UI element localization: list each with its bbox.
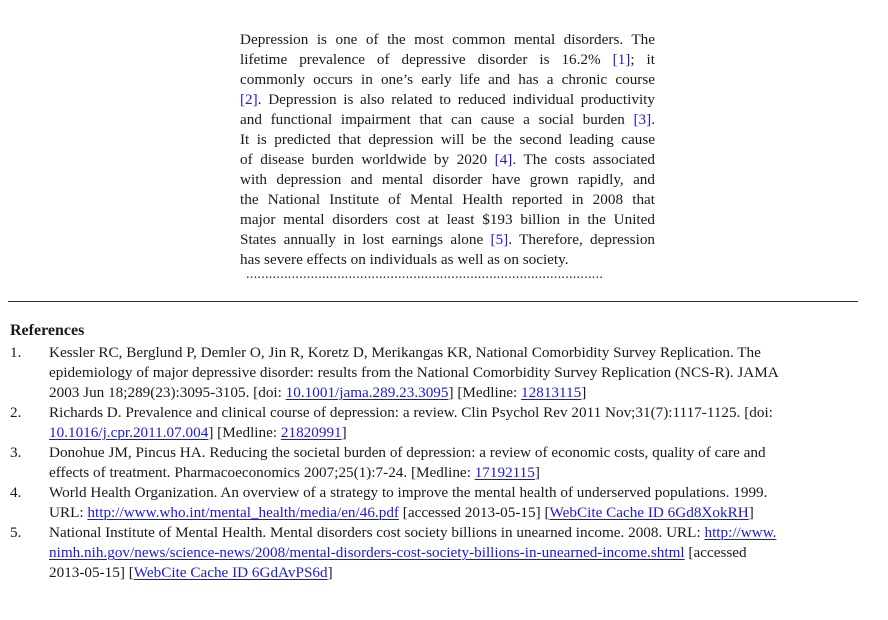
paragraph-text: of disease burden worldwide by 2020: [240, 151, 488, 168]
paragraph-line: [240, 210, 655, 230]
paragraph-text: . Depression is also related to reduced individual productivity: [257, 91, 655, 108]
reference-line: [49, 423, 870, 443]
reference-item-5: [10, 523, 870, 583]
paragraph-text: major mental disorders cost at least $193 billion in the United: [240, 211, 655, 228]
citation-link-5[interactable]: [5]: [490, 231, 509, 248]
doi-link[interactable]: 10.1016/j.cpr.2011.07.004: [49, 424, 209, 441]
reference-text: ]: [534, 464, 540, 481]
reference-text: National Institute of Mental Health. Mental disorders cost society billions in unearned income. 2008. URL:: [49, 524, 705, 541]
paragraph-line: [240, 110, 655, 130]
reference-line: [49, 563, 870, 583]
reference-text: URL:: [49, 504, 88, 521]
paragraph-text: Depression is one of the most common mental disorders. The: [240, 31, 655, 48]
reference-line: [49, 503, 870, 523]
paragraph-text: with depression and mental disorder have grown rapidly, and: [240, 171, 655, 188]
reference-number: 5.: [10, 524, 22, 541]
reference-text: Donohue JM, Pincus HA. Reducing the societal burden of depression: a review of economic costs, quality of care and: [49, 444, 766, 461]
reference-text: [accessed: [684, 544, 747, 561]
reference-text: 2013-05-15] [: [49, 564, 134, 581]
references-heading: References: [10, 322, 85, 339]
reference-item-4: [10, 483, 870, 523]
paragraph-text: has severe effects on individuals as well as on society.: [240, 251, 569, 268]
reference-item-1: [10, 343, 870, 403]
paragraph-line: [240, 190, 655, 210]
body-paragraph: [240, 30, 655, 270]
url-link[interactable]: http://www.: [704, 524, 777, 541]
medline-link[interactable]: 12813115: [521, 384, 582, 401]
paragraph-text: . The costs associated: [512, 151, 656, 168]
reference-line: [49, 523, 870, 543]
citation-link-4[interactable]: [4]: [494, 151, 513, 168]
reference-text: World Health Organization. An overview of a strategy to improve the mental health of underserved populations. 1999.: [49, 484, 768, 501]
url-link-continued[interactable]: nimh.nih.gov/news/science-news/2008/mental-disorders-cost-society-billions-in-unearned-income.shtml: [49, 544, 685, 561]
paragraph-text: ; it: [630, 51, 656, 68]
reference-number: 1.: [10, 344, 22, 361]
paragraph-text: . Therefore, depression: [508, 231, 656, 248]
reference-text: [accessed 2013-05-15] [: [398, 504, 550, 521]
reference-text: ] [Medline:: [448, 384, 522, 401]
paragraph-line: [240, 230, 655, 250]
paragraph-line: [240, 30, 655, 50]
doi-link[interactable]: 10.1001/jama.289.23.3095: [285, 384, 449, 401]
paragraph-text: commonly occurs in one’s early life and has a chronic course: [240, 71, 655, 88]
reference-text: ]: [748, 504, 754, 521]
reference-item-2: [10, 403, 870, 443]
paragraph-text: .: [651, 111, 655, 128]
reference-text: Kessler RC, Berglund P, Demler O, Jin R, Koretz D, Merikangas KR, National Comorbidity Survey Replication. The: [49, 344, 761, 361]
reference-text: 2003 Jun 18;289(23):3095-3105. [doi:: [49, 384, 286, 401]
citation-link-3[interactable]: [3]: [633, 111, 652, 128]
reference-list: [10, 343, 870, 583]
paragraph-line: [240, 170, 655, 190]
url-link[interactable]: http://www.who.int/mental_health/media/en/46.pdf: [87, 504, 399, 521]
paragraph-line: [240, 50, 655, 70]
paragraph-text: the National Institute of Mental Health reported in 2008 that: [240, 191, 655, 208]
reference-number: 3.: [10, 444, 22, 461]
paragraph-text: and functional impairment that can cause a social burden: [240, 111, 625, 128]
paragraph-text: lifetime prevalence of depressive disorder is 16.2%: [240, 51, 601, 68]
reference-number: 2.: [10, 404, 22, 421]
reference-number: 4.: [10, 484, 22, 501]
reference-line: [49, 383, 870, 403]
paragraph-line: [240, 130, 655, 150]
omission-ellipsis: ..............................................................................................: [246, 267, 604, 282]
medline-link[interactable]: 17192115: [474, 464, 535, 481]
reference-text: effects of treatment. Pharmacoeconomics 2007;25(1):7-24. [Medline:: [49, 464, 475, 481]
paragraph-line: [240, 70, 655, 90]
reference-text: ]: [341, 424, 347, 441]
reference-text: ]: [581, 384, 587, 401]
medline-link[interactable]: 21820991: [280, 424, 342, 441]
reference-line: [49, 463, 870, 483]
reference-line: [49, 543, 870, 563]
paragraph-text: It is predicted that depression will be the second leading cause: [240, 131, 655, 148]
paragraph-line: [240, 90, 655, 110]
citation-link-1[interactable]: [1]: [612, 51, 631, 68]
paragraph-text: States annually in lost earnings alone: [240, 231, 484, 248]
paragraph-line: [240, 150, 655, 170]
reference-text: Richards D. Prevalence and clinical course of depression: a review. Clin Psychol Rev 2011 Nov;31(7):1117-1125. [doi:: [49, 404, 773, 421]
reference-text: ]: [327, 564, 333, 581]
reference-text: ] [Medline:: [208, 424, 281, 441]
reference-text: epidemiology of major depressive disorder: results from the National Comorbidity Survey Replication (NCS-R). JAMA: [49, 364, 779, 381]
section-divider: [8, 301, 858, 302]
reference-item-3: [10, 443, 870, 483]
citation-link-2[interactable]: [2]: [240, 91, 258, 108]
webcite-link[interactable]: WebCite Cache ID 6Gd8XokRH: [549, 504, 749, 521]
webcite-link[interactable]: WebCite Cache ID 6GdAvPS6d: [133, 564, 328, 581]
